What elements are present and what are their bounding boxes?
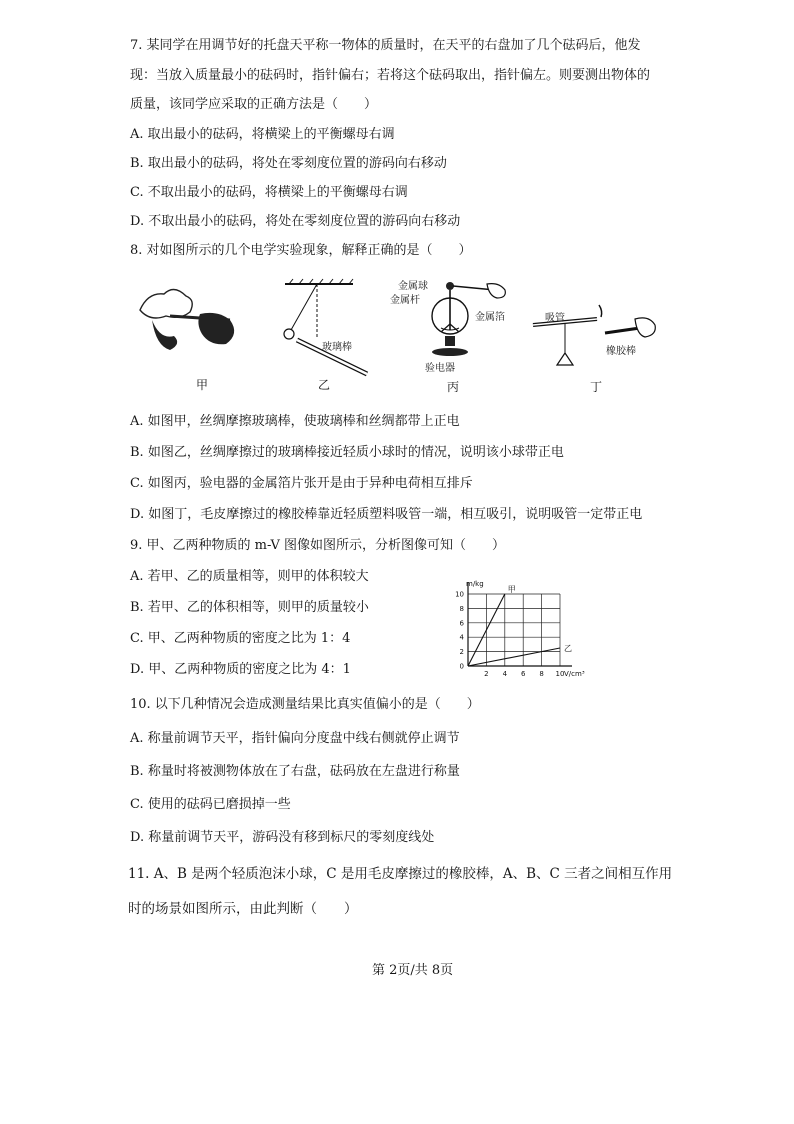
q7-stem-line1: 7. 某同学在用调节好的托盘天平称一物体的质量时，在天平的右盘加了几个砝码后，他发 (130, 38, 641, 53)
q11-stem-line1: 11. A、B 是两个轻质泡沫小球，C 是用毛皮摩擦过的橡胶棒，A、B、C 三者之间相互作用 (128, 866, 673, 882)
figure-jia-label: 甲 (196, 378, 209, 392)
q7-stem-line3: 质量，该同学应采取的正确方法是（ ） (130, 97, 378, 112)
y-tick-label: 8 (459, 604, 464, 613)
glass-rod-label: 玻璃棒 (322, 342, 352, 353)
y-tick-label: 6 (459, 619, 464, 628)
q9-stem: 9. 甲、乙两种物质的 m-V 图像如图所示，分析图像可知（ ） (130, 538, 505, 553)
q8-option-b: B. 如图乙，丝绸摩擦过的玻璃棒接近轻质小球时的情况，说明该小球带正电 (130, 445, 564, 460)
q7-option-c: C. 不取出最小的砝码，将横梁上的平衡螺母右调 (130, 185, 408, 200)
q8-stem: 8. 对如图所示的几个电学实验现象，解释正确的是（ ） (130, 243, 472, 258)
q10-stem: 10. 以下几种情况会造成测量结果比真实值偏小的是（ ） (130, 697, 480, 712)
q9-option-b: B. 若甲、乙的体积相等，则甲的质量较小 (130, 600, 369, 615)
q10-option-b: B. 称量时将被测物体放在了右盘，砝码放在左盘进行称量 (130, 764, 460, 779)
q10-option-c: C. 使用的砝码已磨损掉一些 (130, 797, 291, 812)
metal-rod-label: 金属杆 (390, 295, 420, 306)
q9-option-d: D. 甲、乙两种物质的密度之比为 4：1 (130, 662, 351, 677)
q9-option-c: C. 甲、乙两种物质的密度之比为 1：4 (130, 631, 351, 646)
figure-yi-label: 乙 (318, 378, 331, 392)
x-tick-label: 4 (502, 670, 508, 678)
q8-option-c: C. 如图丙，验电器的金属箔片张开是由于异种电荷相互排斥 (130, 476, 473, 491)
mv-chart (440, 572, 600, 684)
figure-jia (130, 280, 260, 355)
metal-ball-label: 金属球 (398, 281, 428, 292)
q7-stem-line2: 现：当放入质量最小的砝码时，指针偏右；若将这个砝码取出，指针偏左。则要测出物体的 (130, 68, 651, 83)
electroscope-label: 验电器 (425, 363, 455, 374)
q10-option-a: A. 称量前调节天平，指针偏向分度盘中线右侧就停止调节 (130, 731, 460, 746)
q8-option-d: D. 如图丁，毛皮摩擦过的橡胶棒靠近轻质塑料吸管一端，相互吸引，说明吸管一定带正电 (130, 507, 643, 522)
q8-option-a: A. 如图甲，丝绸摩擦玻璃棒，使玻璃棒和丝绸都带上正电 (130, 414, 460, 429)
straw-label: 吸管 (545, 313, 565, 324)
q7-option-d: D. 不取出最小的砝码，将处在零刻度位置的游码向右移动 (130, 214, 461, 229)
series-line-yi (468, 648, 560, 666)
x-tick-label: 10 (555, 670, 565, 678)
series-label-jia: 甲 (507, 585, 516, 594)
q10-option-d: D. 称量前调节天平，游码没有移到标尺的零刻度线处 (130, 830, 435, 845)
rubber-rod-label: 橡胶棒 (606, 346, 636, 357)
figure-yi (275, 278, 385, 378)
metal-foil-label: 金属箔 (475, 312, 505, 323)
y-tick-label: 10 (455, 590, 464, 599)
y-tick-label: 0 (459, 662, 464, 671)
x-tick-label: 6 (520, 670, 526, 678)
series-label-yi: 乙 (564, 644, 572, 653)
page-number: 第 2页/共 8页 (372, 963, 454, 978)
figure-bing-label: 丙 (447, 380, 460, 394)
y-axis-label: m/kg (466, 580, 484, 588)
figure-ding-label: 丁 (590, 380, 603, 394)
x-tick-label: 8 (539, 670, 544, 678)
q7-option-b: B. 取出最小的砝码，将处在零刻度位置的游码向右移动 (130, 156, 447, 171)
q11-stem-line2: 时的场景如图所示，由此判断（ ） (128, 901, 358, 917)
q9-option-a: A. 若甲、乙的质量相等，则甲的体积较大 (130, 569, 369, 584)
x-axis-label: V/cm³ (564, 670, 585, 678)
figure-ding (525, 295, 665, 370)
y-tick-label: 2 (459, 648, 464, 657)
q7-option-a: A. 取出最小的砝码，将横梁上的平衡螺母右调 (130, 127, 395, 142)
y-tick-label: 4 (459, 633, 464, 642)
x-tick-label: 2 (484, 670, 489, 678)
